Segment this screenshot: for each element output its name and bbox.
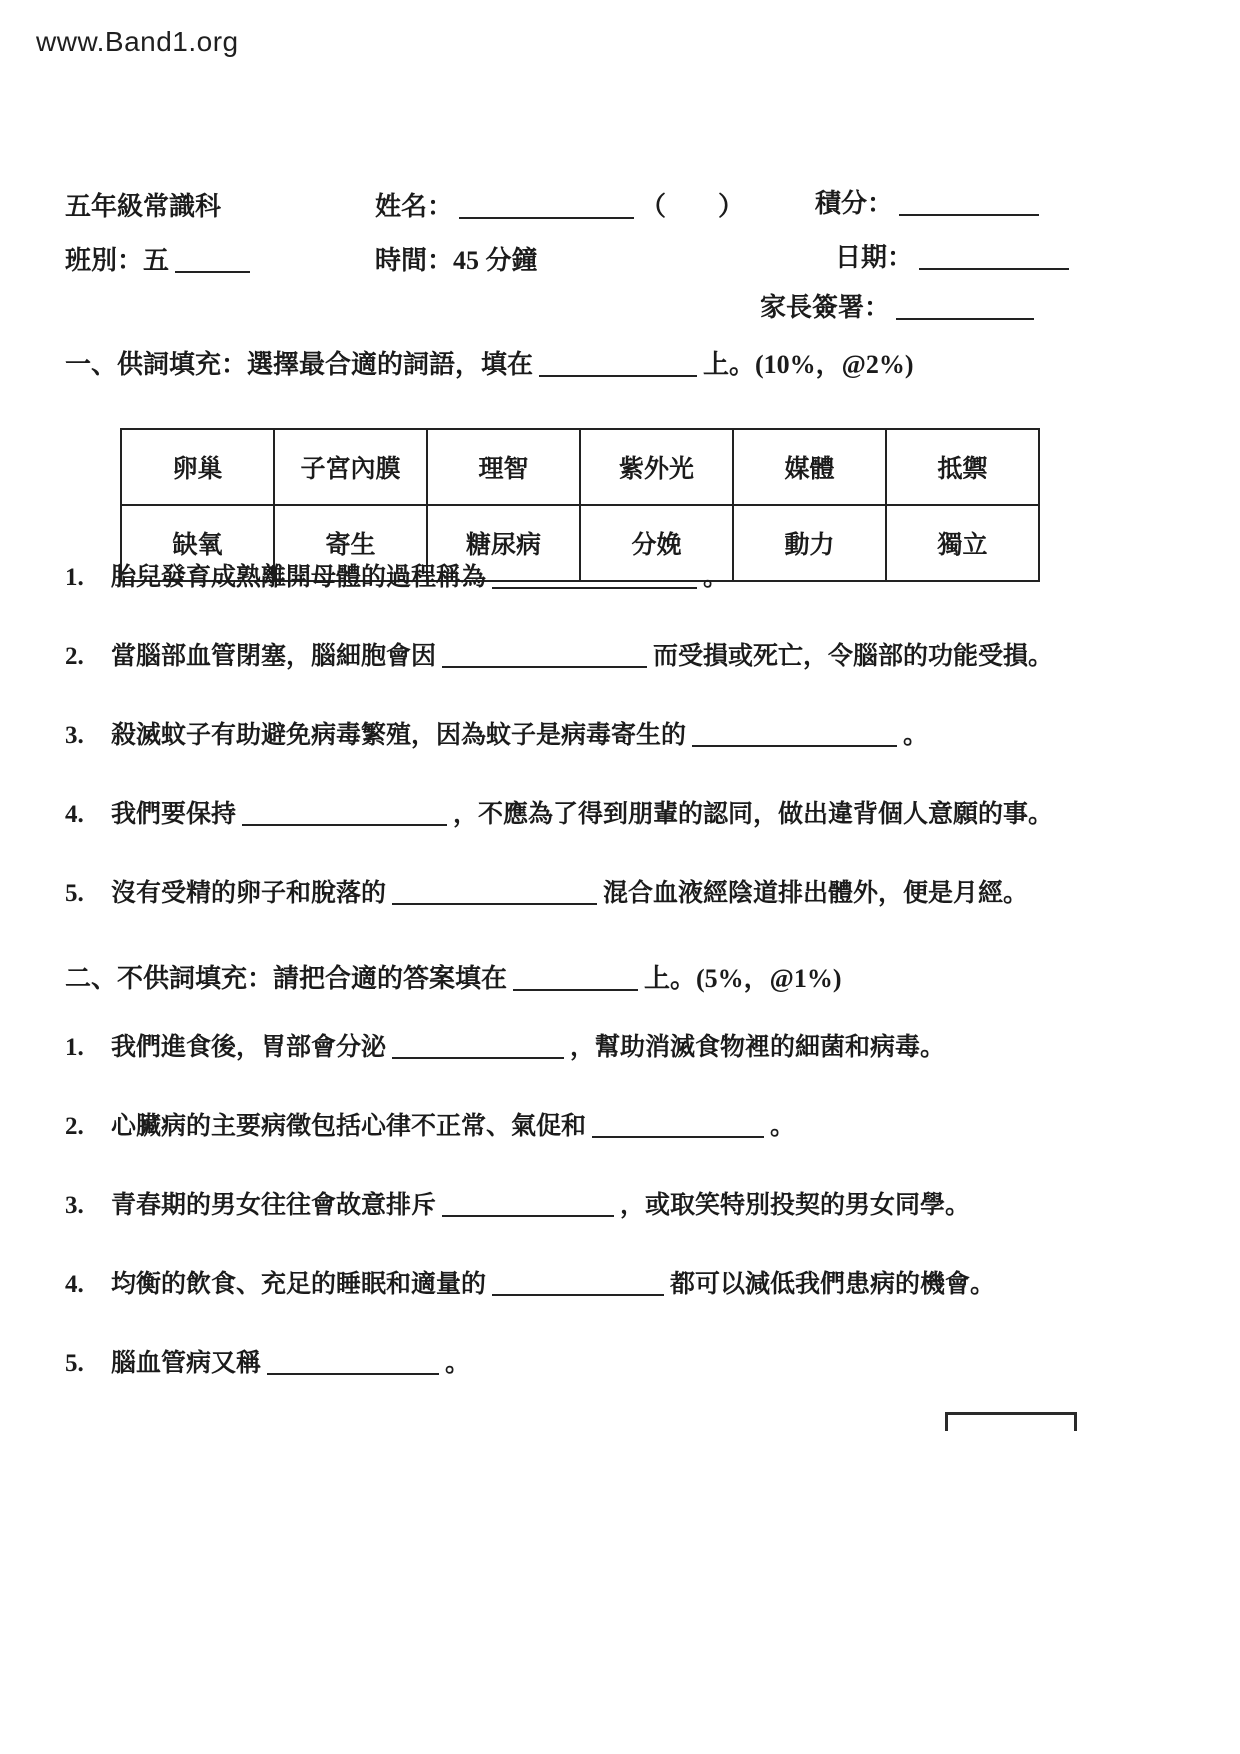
word-bank-cell: 卵巢 <box>121 429 274 505</box>
question-row <box>65 1190 1200 1221</box>
question-number: 1. <box>65 564 84 591</box>
question-pre-text: 青春期的男女往往會故意排斥 <box>111 1192 437 1219</box>
question-row <box>65 641 1200 672</box>
question-pre-text: 當腦部血管閉塞，腦細胞會因 <box>111 643 437 670</box>
word-bank-cell: 子宮內膜 <box>274 429 427 505</box>
question-post-text: 而受損或死亡，令腦部的功能受損。 <box>653 643 1054 670</box>
question-post-text: 都可以減低我們患病的機會。 <box>670 1271 996 1298</box>
class-field-row <box>65 240 256 277</box>
question-text <box>111 878 1028 909</box>
question-number: 3. <box>65 722 84 749</box>
question-row <box>65 1348 1200 1379</box>
question-text <box>111 562 728 593</box>
question-post-text: 。 <box>703 564 729 591</box>
word-bank-body <box>121 429 1039 581</box>
question-pre-text: 殺滅蚊子有助避免病毒繁殖，因為蚊子是病毒寄生的 <box>111 722 687 749</box>
question-number: 4. <box>65 1271 84 1298</box>
question-pre-text: 胎兒發育成熟離開母體的過程稱為 <box>111 564 487 591</box>
section2-questions <box>65 1032 1200 1427</box>
subject-title: 五年級常識科 <box>65 192 222 221</box>
answer-blank <box>442 1195 614 1217</box>
question-text <box>111 1032 945 1063</box>
section2-title-prefix: 二、不供詞填充：請把合適的答案填在 <box>65 964 508 993</box>
question-row <box>65 1032 1200 1063</box>
section1-title-blank <box>539 355 697 377</box>
word-bank-cell: 抵禦 <box>886 429 1039 505</box>
question-text <box>111 641 1053 672</box>
answer-blank <box>692 725 897 747</box>
question-post-text: ，幫助消滅食物裡的細菌和病毒。 <box>570 1034 946 1061</box>
question-text <box>111 1269 995 1300</box>
section1-title-suffix: 上。(10%，@2%) <box>703 350 914 379</box>
question-number: 5. <box>65 880 84 907</box>
question-post-text: ，不應為了得到朋輩的認同，做出違背個人意願的事。 <box>453 801 1054 828</box>
date-field-row <box>835 237 1075 274</box>
answer-blank <box>267 1353 439 1375</box>
parent-sign-label: 家長簽署： <box>760 293 891 322</box>
section2-title-blank <box>513 969 638 991</box>
answer-blank <box>492 567 697 589</box>
question-pre-text: 我們進食後，胃部會分泌 <box>111 1034 387 1061</box>
section2-title <box>65 958 842 995</box>
parent-sign-blank <box>896 298 1034 320</box>
question-row <box>65 799 1200 830</box>
question-row <box>65 1269 1200 1300</box>
question-post-text: 混合血液經陰道排出體外，便是月經。 <box>603 880 1029 907</box>
question-number: 2. <box>65 643 84 670</box>
class-label: 班別：五 <box>65 246 170 275</box>
question-pre-text: 我們要保持 <box>111 801 237 828</box>
question-post-text: ，或取笑特別投契的男女同學。 <box>620 1192 971 1219</box>
answer-blank <box>242 804 447 826</box>
name-label: 姓名： <box>375 192 454 221</box>
question-number: 3. <box>65 1192 84 1219</box>
answer-blank <box>392 883 597 905</box>
word-bank-cell: 缺氧 <box>121 505 274 581</box>
name-blank <box>459 197 634 219</box>
name-paren: （ ） <box>640 192 745 221</box>
question-number: 1. <box>65 1034 84 1061</box>
question-pre-text: 沒有受精的卵子和脫落的 <box>111 880 387 907</box>
word-bank-cell: 理智 <box>427 429 580 505</box>
question-number: 4. <box>65 801 84 828</box>
question-text <box>111 799 1053 830</box>
question-post-text: 。 <box>903 722 929 749</box>
question-post-text: 。 <box>445 1350 471 1377</box>
score-blank <box>899 194 1039 216</box>
question-row <box>65 1111 1200 1142</box>
answer-blank <box>592 1116 764 1138</box>
scan-artifact-box <box>945 1412 1077 1431</box>
score-label: 積分： <box>815 189 894 218</box>
question-row <box>65 878 1200 909</box>
section2-title-suffix: 上。(5%，@1%) <box>644 964 842 993</box>
parent-sign-row <box>760 287 1040 324</box>
date-blank <box>919 248 1069 270</box>
answer-blank <box>492 1274 664 1296</box>
date-label: 日期： <box>835 243 914 272</box>
word-bank-cell: 獨立 <box>886 505 1039 581</box>
word-bank-row <box>121 429 1039 505</box>
question-text <box>111 1111 795 1142</box>
name-field-row <box>375 186 744 223</box>
question-number: 2. <box>65 1113 84 1140</box>
word-bank-cell: 紫外光 <box>580 429 733 505</box>
word-bank-cell: 糖尿病 <box>427 505 580 581</box>
section1-title <box>65 344 914 381</box>
class-blank <box>175 251 250 273</box>
answer-blank <box>392 1037 564 1059</box>
word-bank-table <box>120 428 1040 582</box>
time-label: 時間：45 分鐘 <box>375 246 538 275</box>
word-bank-cell: 動力 <box>733 505 886 581</box>
score-field-row <box>815 183 1045 220</box>
word-bank-cell: 媒體 <box>733 429 886 505</box>
question-row <box>65 720 1200 751</box>
word-bank-cell: 寄生 <box>274 505 427 581</box>
question-text <box>111 1348 470 1379</box>
section1-title-prefix: 一、供詞填充：選擇最合適的詞語，填在 <box>65 350 534 379</box>
question-post-text: 。 <box>770 1113 796 1140</box>
question-pre-text: 心臟病的主要病徵包括心律不正常、氣促和 <box>111 1113 587 1140</box>
answer-blank <box>442 646 647 668</box>
section1-questions <box>65 562 1200 957</box>
question-row <box>65 562 1200 593</box>
question-text <box>111 1190 970 1221</box>
watermark-url: www.Band1.org <box>36 26 239 57</box>
question-pre-text: 均衡的飲食、充足的睡眠和適量的 <box>111 1271 487 1298</box>
question-pre-text: 腦血管病又稱 <box>111 1350 262 1377</box>
question-text <box>111 720 928 751</box>
word-bank-cell: 分娩 <box>580 505 733 581</box>
question-number: 5. <box>65 1350 84 1377</box>
